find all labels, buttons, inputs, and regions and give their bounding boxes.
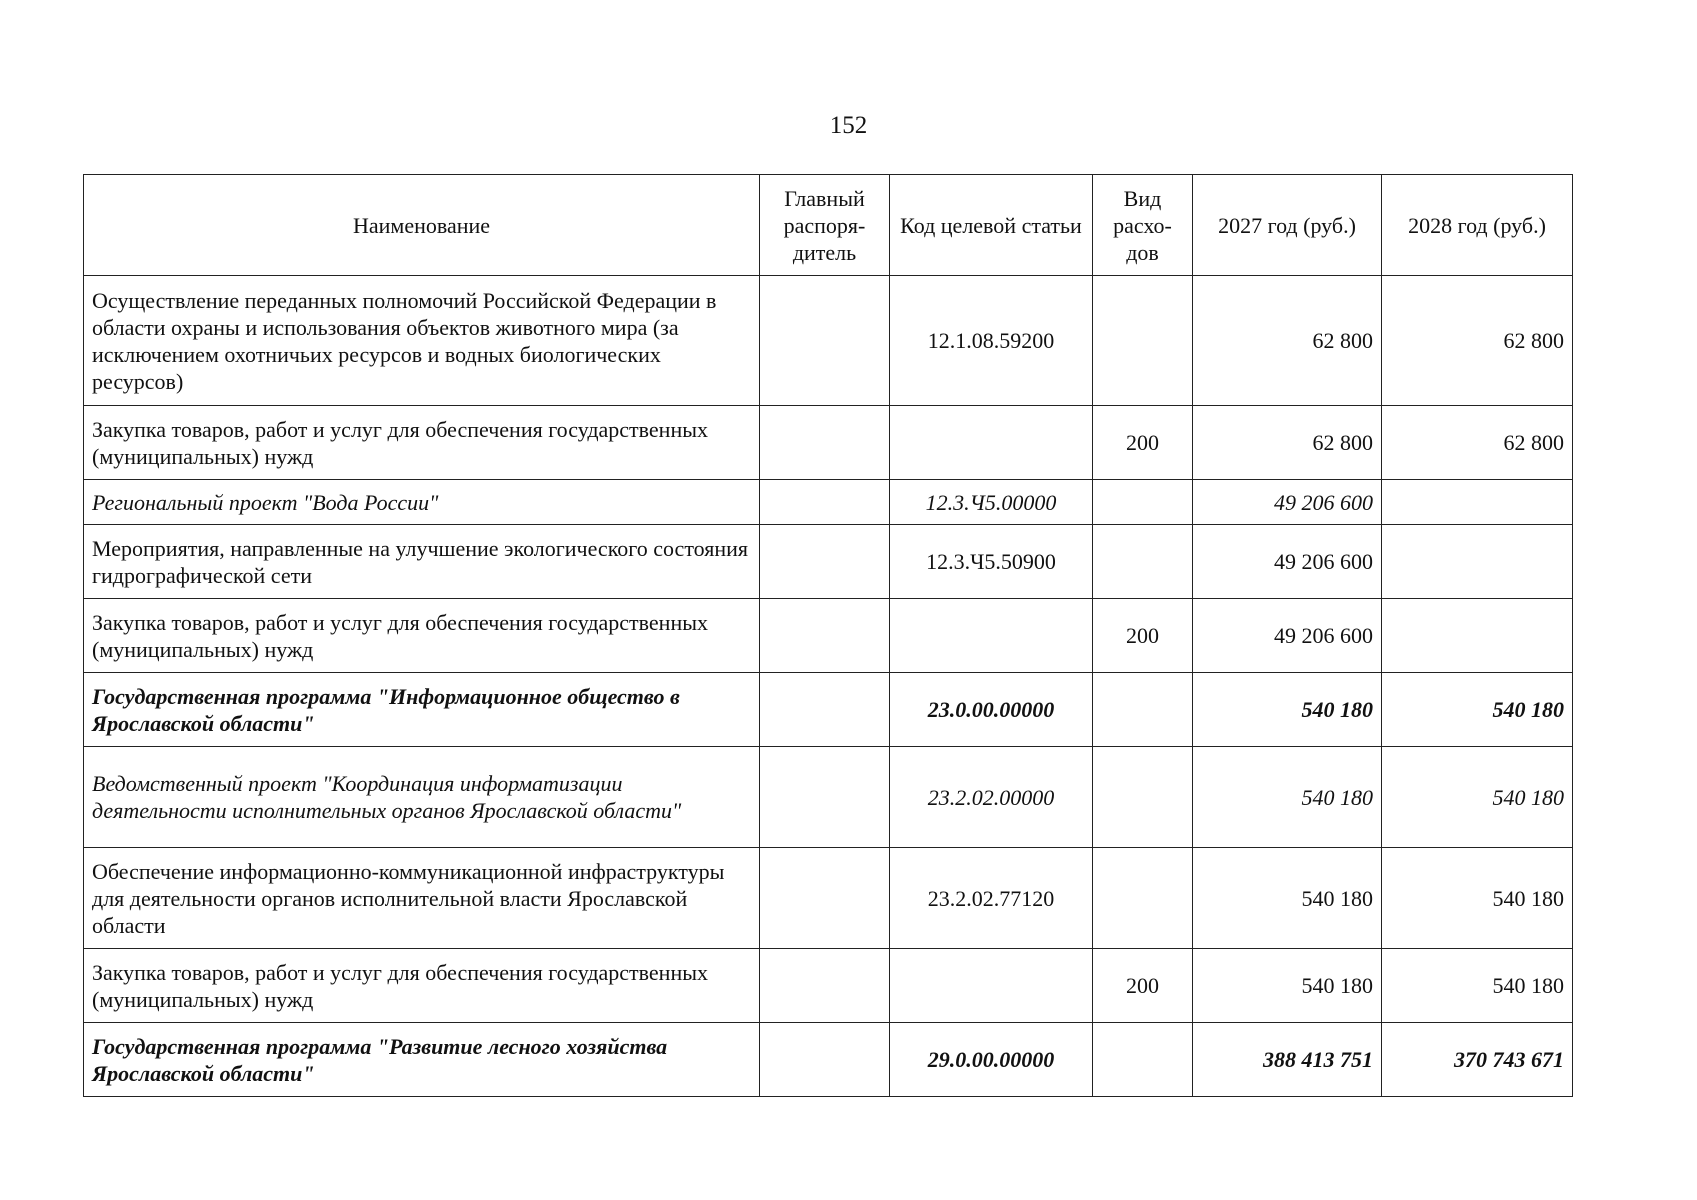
- row-2027: 540 180: [1193, 949, 1382, 1023]
- row-name: Закупка товаров, работ и услуг для обеспечения государственных (муниципальных) нужд: [84, 949, 760, 1023]
- row-vid: [1093, 525, 1193, 599]
- row-glavny: [760, 480, 890, 525]
- row-2027: 540 180: [1193, 673, 1382, 747]
- page-number: 152: [829, 112, 868, 139]
- header-glavny: Главный распоря-дитель: [760, 175, 890, 276]
- row-2027: 62 800: [1193, 406, 1382, 480]
- row-glavny: [760, 406, 890, 480]
- row-kod: 29.0.00.00000: [890, 1023, 1093, 1097]
- row-glavny: [760, 525, 890, 599]
- row-2028: 540 180: [1382, 747, 1573, 848]
- row-vid: [1093, 276, 1193, 406]
- row-2028: 62 800: [1382, 276, 1573, 406]
- row-name: Государственная программа "Развитие лесного хозяйства Ярославской области": [84, 1023, 760, 1097]
- row-name: Осуществление переданных полномочий Российской Федерации в области охраны и использования объектов животного мира (за исключением охотничьих ресурсов и водных биологических ресурсов): [84, 276, 760, 406]
- row-2027: 540 180: [1193, 747, 1382, 848]
- row-glavny: [760, 848, 890, 949]
- header-vid: Вид расхо-дов: [1093, 175, 1193, 276]
- row-name: Закупка товаров, работ и услуг для обеспечения государственных (муниципальных) нужд: [84, 406, 760, 480]
- header-name: Наименование: [84, 175, 760, 276]
- row-2027: 540 180: [1193, 848, 1382, 949]
- row-vid: [1093, 848, 1193, 949]
- row-name: Региональный проект "Вода России": [84, 480, 760, 525]
- row-2028: 540 180: [1382, 848, 1573, 949]
- row-name: Закупка товаров, работ и услуг для обеспечения государственных (муниципальных) нужд: [84, 599, 760, 673]
- row-vid: [1093, 1023, 1193, 1097]
- table-row: [84, 949, 1573, 1023]
- row-glavny: [760, 276, 890, 406]
- row-2028: [1382, 599, 1573, 673]
- row-kod: 23.2.02.77120: [890, 848, 1093, 949]
- row-name: Ведомственный проект "Координация информатизации деятельности исполнительных органов Ярославской области": [84, 747, 760, 848]
- row-kod: 12.1.08.59200: [890, 276, 1093, 406]
- row-vid: 200: [1093, 406, 1193, 480]
- table-row: [84, 747, 1573, 848]
- row-kod: 23.2.02.00000: [890, 747, 1093, 848]
- row-kod: [890, 599, 1093, 673]
- row-kod: [890, 406, 1093, 480]
- row-2028: 370 743 671: [1382, 1023, 1573, 1097]
- budget-table: [83, 174, 1573, 1097]
- row-kod: 23.0.00.00000: [890, 673, 1093, 747]
- row-2028: [1382, 525, 1573, 599]
- row-vid: 200: [1093, 949, 1193, 1023]
- row-kod: 12.3.Ч5.00000: [890, 480, 1093, 525]
- table-row: [84, 406, 1573, 480]
- header-2027: 2027 год (руб.): [1193, 175, 1382, 276]
- row-glavny: [760, 599, 890, 673]
- row-2027: 49 206 600: [1193, 480, 1382, 525]
- row-vid: [1093, 480, 1193, 525]
- row-2028: 62 800: [1382, 406, 1573, 480]
- row-2027: 62 800: [1193, 276, 1382, 406]
- row-glavny: [760, 1023, 890, 1097]
- row-vid: 200: [1093, 599, 1193, 673]
- table-row: [84, 480, 1573, 525]
- row-2027: 49 206 600: [1193, 599, 1382, 673]
- row-2027: 388 413 751: [1193, 1023, 1382, 1097]
- header-kod: Код целевой статьи: [890, 175, 1093, 276]
- table-row: [84, 599, 1573, 673]
- table-row: [84, 673, 1573, 747]
- row-vid: [1093, 673, 1193, 747]
- row-vid: [1093, 747, 1193, 848]
- row-2027: 49 206 600: [1193, 525, 1382, 599]
- row-name: Мероприятия, направленные на улучшение экологического состояния гидрографической сети: [84, 525, 760, 599]
- table-row: [84, 525, 1573, 599]
- row-kod: [890, 949, 1093, 1023]
- row-name: Государственная программа "Информационное общество в Ярославской области": [84, 673, 760, 747]
- row-2028: 540 180: [1382, 673, 1573, 747]
- table-row: [84, 276, 1573, 406]
- row-glavny: [760, 747, 890, 848]
- header-2028: 2028 год (руб.): [1382, 175, 1573, 276]
- header-row: [84, 175, 1573, 276]
- row-glavny: [760, 949, 890, 1023]
- row-2028: 540 180: [1382, 949, 1573, 1023]
- row-2028: [1382, 480, 1573, 525]
- row-kod: 12.3.Ч5.50900: [890, 525, 1093, 599]
- row-glavny: [760, 673, 890, 747]
- table-row: [84, 1023, 1573, 1097]
- row-name: Обеспечение информационно-коммуникационной инфраструктуры для деятельности органов исполнительной власти Ярославской области: [84, 848, 760, 949]
- table-row: [84, 848, 1573, 949]
